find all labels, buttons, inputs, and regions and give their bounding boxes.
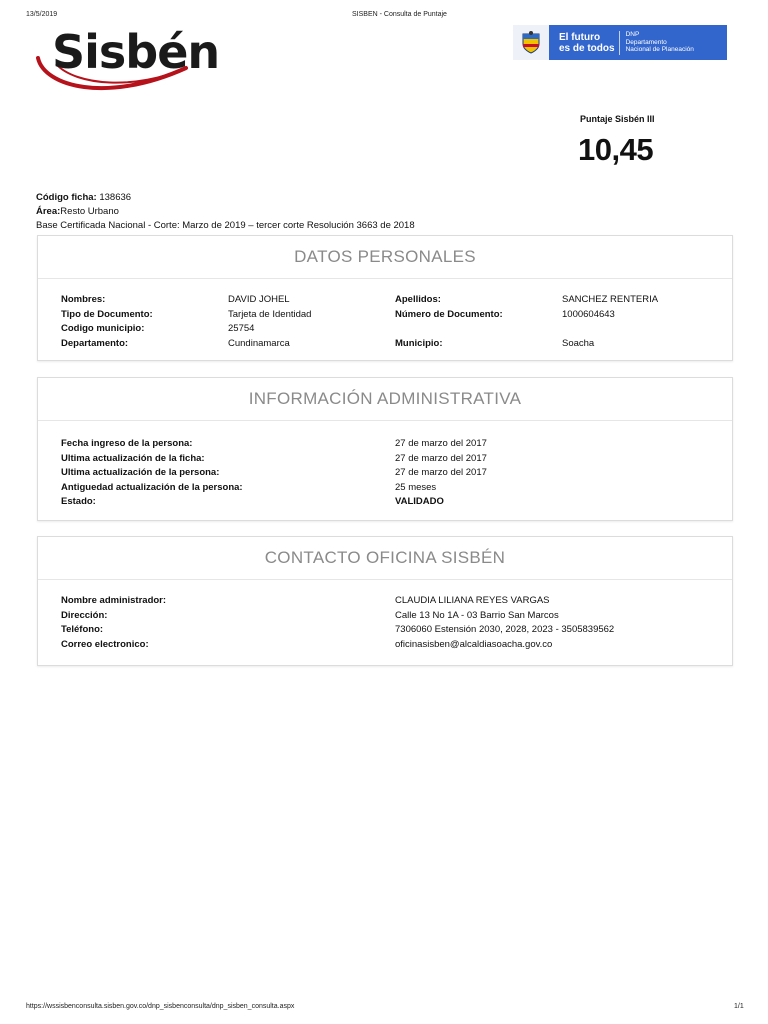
field-value: 7306060 Estensión 2030, 2028, 2023 - 3505839562 (395, 624, 615, 635)
field-label: Correo electronico: (61, 638, 149, 650)
area-label: Área: (36, 206, 61, 217)
table-row (38, 322, 732, 337)
field-value: 25754 (228, 323, 255, 334)
field-value: CLAUDIA LILIANA REYES VARGAS (395, 595, 550, 606)
score-label: Puntaje Sisbén III (580, 114, 655, 124)
dnp-name-line2: Nacional de Planeación (625, 46, 694, 54)
score-value: 10,45 (578, 132, 654, 167)
dnp-name-line1: Departamento (625, 38, 667, 46)
base-certificada-line: Base Certificada Nacional - Corte: Marzo de 2019 – tercer corte Resolución 3663 de 2018 (36, 220, 415, 231)
field-label: Municipio: (395, 337, 443, 349)
print-url: https://wssisbenconsulta.sisben.gov.co/dnp_sisbenconsulta/dnp_sisben_consulta.aspx (26, 1003, 295, 1010)
area-value: Resto Urbano (60, 206, 119, 217)
field-label: Teléfono: (61, 624, 104, 635)
field-label: Nombres: (61, 294, 106, 305)
field-value: 27 de marzo del 2017 (395, 467, 487, 478)
table-row (38, 452, 732, 467)
status-value: VALIDADO (395, 496, 444, 507)
sisben-logo (36, 24, 236, 100)
field-label: Dirección: (61, 609, 108, 621)
codigo-ficha-value: 138636 (96, 192, 132, 203)
field-value: Calle 13 No 1A - 03 Barrio San Marcos (395, 609, 559, 621)
field-label: Nombre administrador: (61, 595, 167, 606)
field-value: Cundinamarca (228, 337, 290, 349)
table-row (38, 638, 732, 653)
table-row (38, 495, 732, 510)
gov-slogan-line2: es de todos (559, 42, 615, 54)
datos-personales-title: DATOS PERSONALES (38, 236, 732, 279)
field-value: 25 meses (395, 481, 437, 493)
field-value: 1000604643 (562, 308, 615, 320)
field-label: Antiguedad actualización de la persona: (61, 481, 243, 493)
table-row (38, 466, 732, 481)
field-label: Ultima actualización de la ficha: (61, 452, 205, 464)
table-row (38, 308, 732, 323)
codigo-ficha-line (36, 192, 131, 204)
dnp-acronym: DNP (625, 31, 640, 39)
print-page-number: 1/1 (734, 1003, 744, 1010)
info-administrativa-title: INFORMACIÓN ADMINISTRATIVA (38, 378, 732, 421)
table-row (38, 481, 732, 496)
field-value: SANCHEZ RENTERIA (562, 294, 659, 305)
print-date: 13/5/2019 (26, 11, 58, 18)
table-row (38, 609, 732, 624)
gov-slogan-line1: El futuro (559, 31, 601, 43)
field-value: 27 de marzo del 2017 (395, 438, 487, 449)
gov-divider (619, 31, 620, 55)
field-label: Departamento: (61, 337, 129, 349)
info-administrativa-card (37, 377, 733, 521)
field-value: Soacha (562, 337, 595, 349)
table-row (38, 594, 732, 609)
contacto-oficina-title: CONTACTO OFICINA SISBÉN (38, 537, 732, 580)
email-link[interactable]: oficinasisben@alcaldiasoacha.gov.co (395, 638, 553, 650)
area-line (36, 206, 119, 218)
field-label: Estado: (61, 496, 96, 507)
field-label: Codigo municipio: (61, 323, 145, 334)
print-page-title: SISBEN - Consulta de Puntaje (352, 11, 447, 18)
field-value: DAVID JOHEL (228, 294, 290, 305)
datos-personales-card (37, 235, 733, 361)
table-row (38, 337, 732, 352)
field-label: Número de Documento: (395, 308, 503, 320)
gov-banner (513, 25, 727, 60)
field-label: Ultima actualización de la persona: (61, 467, 220, 478)
codigo-ficha-label: Código ficha: (36, 192, 97, 203)
field-label: Apellidos: (395, 294, 441, 305)
contacto-oficina-card (37, 536, 733, 666)
table-row (38, 437, 732, 452)
field-value: 27 de marzo del 2017 (395, 452, 487, 464)
table-row (38, 623, 732, 638)
colombia-shield-icon (513, 25, 549, 60)
field-label: Tipo de Documento: (61, 308, 153, 320)
logo-text: Sisbén (52, 25, 220, 79)
table-row (38, 293, 732, 308)
field-label: Fecha ingreso de la persona: (61, 438, 193, 449)
field-value: Tarjeta de Identidad (228, 308, 312, 320)
